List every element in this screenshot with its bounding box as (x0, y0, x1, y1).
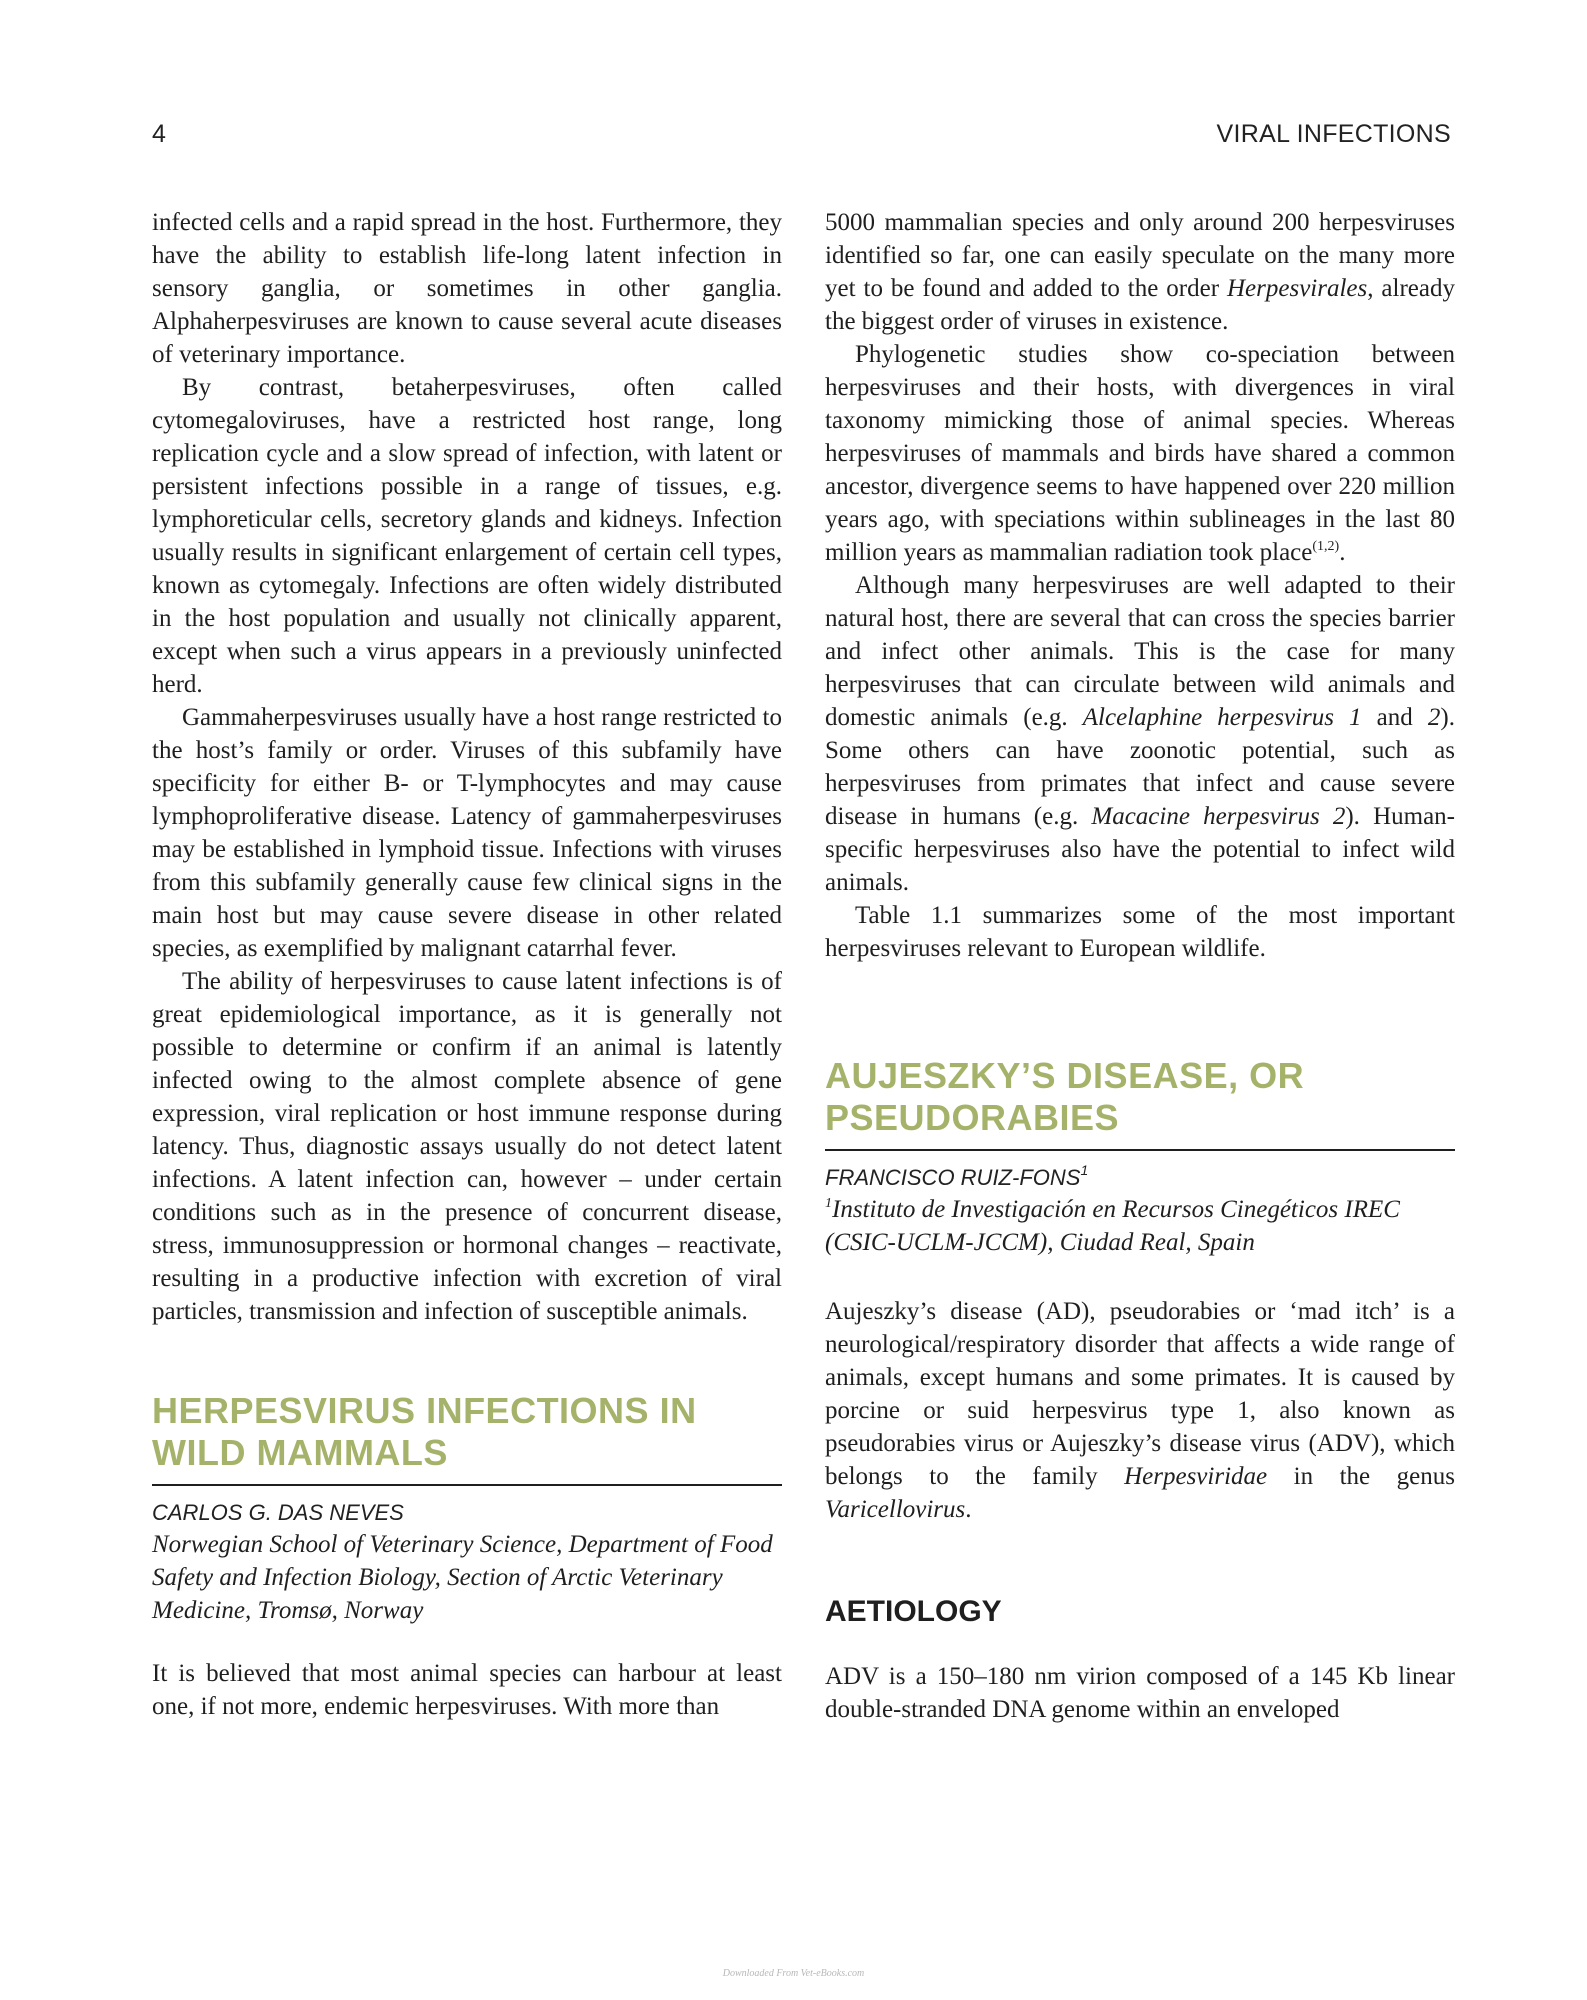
section-heading-herpesvirus (152, 1390, 782, 1474)
paragraph: ADV is a 150–180 nm virion composed of a 145 Kb linear double-stranded DNA genome within an enveloped (825, 1663, 1455, 1723)
section-heading-line: PSEUDORABIES (825, 1097, 1120, 1138)
right-column (825, 206, 1455, 1726)
section-heading-line: WILD MAMMALS (152, 1432, 448, 1473)
section-heading-line: HERPESVIRUS INFECTIONS IN (152, 1390, 697, 1431)
running-head: VIRAL INFECTIONS (1216, 120, 1451, 148)
left-column (152, 206, 782, 1723)
author-name: CARLOS G. DAS NEVES (152, 1500, 404, 1525)
paragraph: Phylogenetic studies show co-speciation between herpesviruses and their hosts, with divergences in viral taxonomy mimicking those of animal species. Whereas herpesviruses of mammals and birds have shared a common ancestor, divergence seems to have happened over 220 million years ago, with speciations within sublineages in the last 80 million years as mammalian radiation took place$^{(1,2)}$. (825, 341, 1455, 566)
author-affiliation: Norwegian School of Veterinary Science, Department of Food Safety and Infection Biology, Section of Arctic Veterinary Medicine, Tromsø, Norway (152, 1531, 773, 1624)
paragraph: 5000 mammalian species and only around 200 herpesviruses identified so far, one can easily speculate on the many more yet to be found and added to the order Herpesvirales, already the biggest order of viruses in existence. (825, 209, 1455, 335)
author-name: FRANCISCO RUIZ-FONS$^1$ (825, 1162, 1089, 1190)
section-heading-aujeszky (825, 1055, 1455, 1139)
author-affiliation: $^1$Instituto de Investigación en Recursos Cinegéticos IREC (CSIC-UCLM-JCCM), Ciudad Real, Spain (825, 1196, 1400, 1256)
paragraph: By contrast, betaherpesviruses, often called cytomegaloviruses, have a restricted host range, long replication cycle and a slow spread of infection, with latent or persistent infections possible in a range of tissues, e.g. lymphoreticular cells, secretory glands and kidneys. Infection usually results in significant enlargement of certain cell types, known as cytomegaly. Infections are often widely distributed in the host population and usually not clinically apparent, except when such a virus appears in a previously uninfected herd. (152, 374, 782, 698)
section-rule (152, 1484, 782, 1486)
paragraph: Table 1.1 summarizes some of the most important herpesviruses relevant to European wildlife. (825, 902, 1455, 962)
citation-ref: (1,2) (1312, 539, 1340, 554)
paragraph: The ability of herpesviruses to cause latent infections is of great epidemiological importance, as it is generally not possible to determine or confirm if an animal is latently infected owing to the almost complete absence of gene expression, viral replication or host immune response during latency. Thus, diagnostic assays usually do not detect latent infections. A latent infection can, however – under certain conditions such as in the presence of concurrent disease, stress, immunosuppression or hormonal changes – reactivate, resulting in a productive infection with excretion of viral particles, transmission and infection of susceptible animals. (152, 968, 782, 1325)
paragraph: infected cells and a rapid spread in the host. Furthermore, they have the ability to establish life-long latent infection in sensory ganglia, or sometimes in other ganglia. Alphaherpesviruses are known to cause several acute diseases of veterinary importance. (152, 209, 782, 368)
paragraph: Gammaherpesviruses usually have a host range restricted to the host’s family or order. Viruses of this subfamily have specificity for either B- or T-lymphocytes and may cause lymphoproliferative disease. Latency of gammaherpesviruses may be established in lymphoid tissue. Infections with viruses from this subfamily generally cause few clinical signs in the main host but may cause severe disease in other related species, as exemplified by malignant catarrhal fever. (152, 704, 782, 962)
page-number: 4 (152, 120, 166, 148)
section-rule (825, 1149, 1455, 1151)
section-heading-line: AUJESZKY’S DISEASE, OR (825, 1055, 1305, 1096)
paragraph: Aujeszky’s disease (AD), pseudorabies or ‘mad itch’ is a neurological/respiratory disorder that affects a wide range of animals, except humans and some primates. It is caused by porcine or suid herpesvirus type 1, also known as pseudorabies virus or Aujeszky’s disease virus (ADV), which belongs to the family Herpesviridae in the genus Varicellovirus. (825, 1298, 1455, 1523)
paragraph: It is believed that most animal species can harbour at least one, if not more, endemic herpesviruses. With more than (152, 1660, 782, 1720)
subheading-aetiology: AETIOLOGY (825, 1595, 1002, 1628)
paragraph: Although many herpesviruses are well adapted to their natural host, there are several that can cross the species barrier and infect other animals. This is the case for many herpesviruses that can circulate between wild animals and domestic animals (e.g. Alcelaphine herpesvirus 1 and 2). Some others can have zoonotic potential, such as herpesviruses from primates that infect and cause severe disease in humans (e.g. Macacine herpesvirus 2). Human-specific herpesviruses also have the potential to infect wild animals. (825, 572, 1455, 896)
watermark-footer: Downloaded From Vet-eBooks.com (722, 1968, 865, 1979)
